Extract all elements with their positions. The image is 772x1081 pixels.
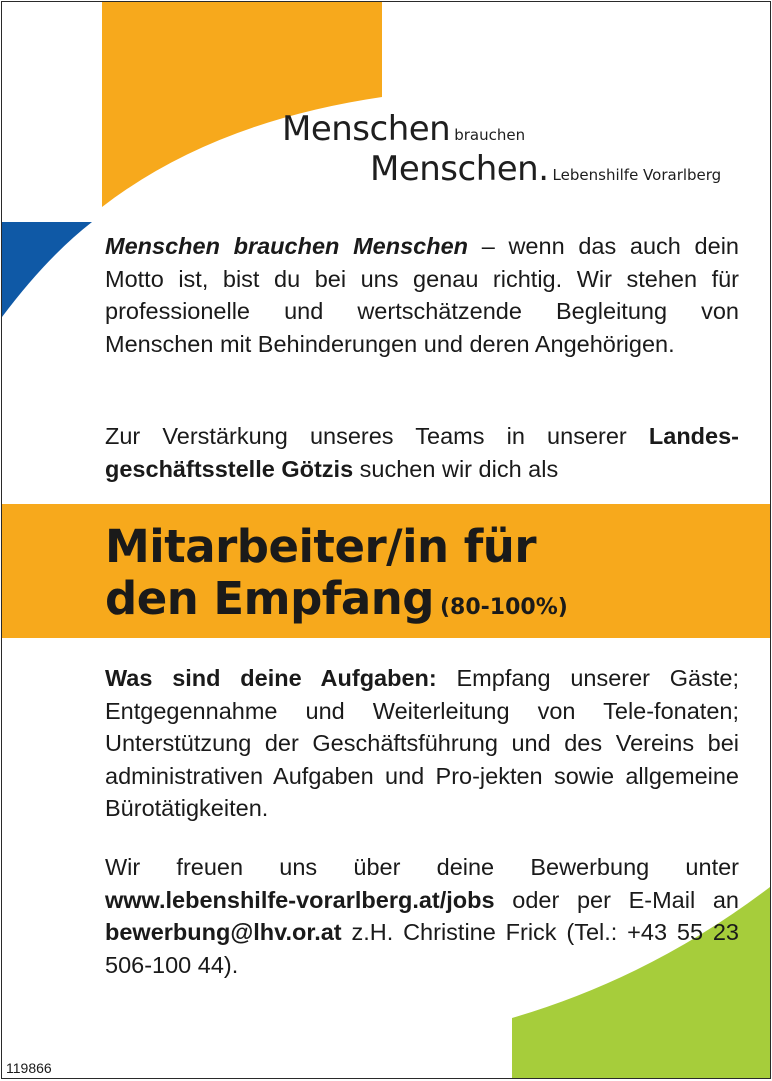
tasks-text: Empfang unserer Gäste; Entgegennahme und Weiterleitung von Tele-fonaten; Unterstützung der Geschäftsführung und des Vereins bei administrativen Aufgaben und Pro-jekten sowie allgemeine Bürotätigkeiten.: [105, 665, 739, 821]
logo-word-menschen: Menschen: [282, 109, 451, 149]
logo-organization-name: Lebenshilfe Vorarlberg: [552, 166, 722, 184]
logo-word-brauchen: brauchen: [454, 126, 526, 144]
contact-suffix: z.H. Christine Frick (Tel.: +43 55 23 506-100 44).: [105, 919, 739, 978]
blue-wedge-shape: [2, 222, 92, 317]
tasks-paragraph: [105, 662, 739, 825]
intro-paragraph: [105, 230, 739, 360]
search-suffix: suchen wir dich als: [353, 455, 559, 482]
contact-mid: oder per E-Mail an: [494, 886, 739, 913]
orange-arc-shape: [102, 2, 382, 207]
logo-word-menschen-2: Menschen.: [370, 149, 549, 189]
job-title-banner: [2, 504, 770, 638]
job-percentage: (80-100%): [439, 595, 568, 620]
job-title-line-1: Mitarbeiter/in für: [105, 520, 537, 573]
job-title-line-2: [105, 572, 568, 625]
intro-text: – wenn das auch dein Motto ist, bist du bei uns genau richtig. Wir stehen für professionelle und wertschätzende Begleitung von Menschen mit Behinderungen und deren Angehörigen.: [105, 233, 739, 357]
logo-line-2: [370, 149, 722, 189]
motto-text: Menschen brauchen Menschen: [105, 233, 468, 259]
jobs-url-link[interactable]: www.lebenshilfe-vorarlberg.at/jobs: [105, 886, 495, 913]
email-link[interactable]: bewerbung@lhv.or.at: [105, 919, 342, 945]
contact-prefix: Wir freuen uns über deine Bewerbung unter: [105, 854, 739, 880]
job-title-text: den Empfang: [105, 572, 434, 625]
search-prefix: Zur Verstärkung unseres Teams in unserer: [105, 423, 649, 449]
contact-paragraph: [105, 851, 739, 981]
reference-number: 119866: [6, 1060, 52, 1076]
job-advertisement: [1, 1, 771, 1079]
tasks-label: Was sind deine Aufgaben:: [105, 665, 437, 691]
search-paragraph: [105, 420, 739, 485]
office-location: Landes-geschäftsstelle Götzis: [105, 423, 739, 482]
logo-line-1: [282, 109, 526, 149]
